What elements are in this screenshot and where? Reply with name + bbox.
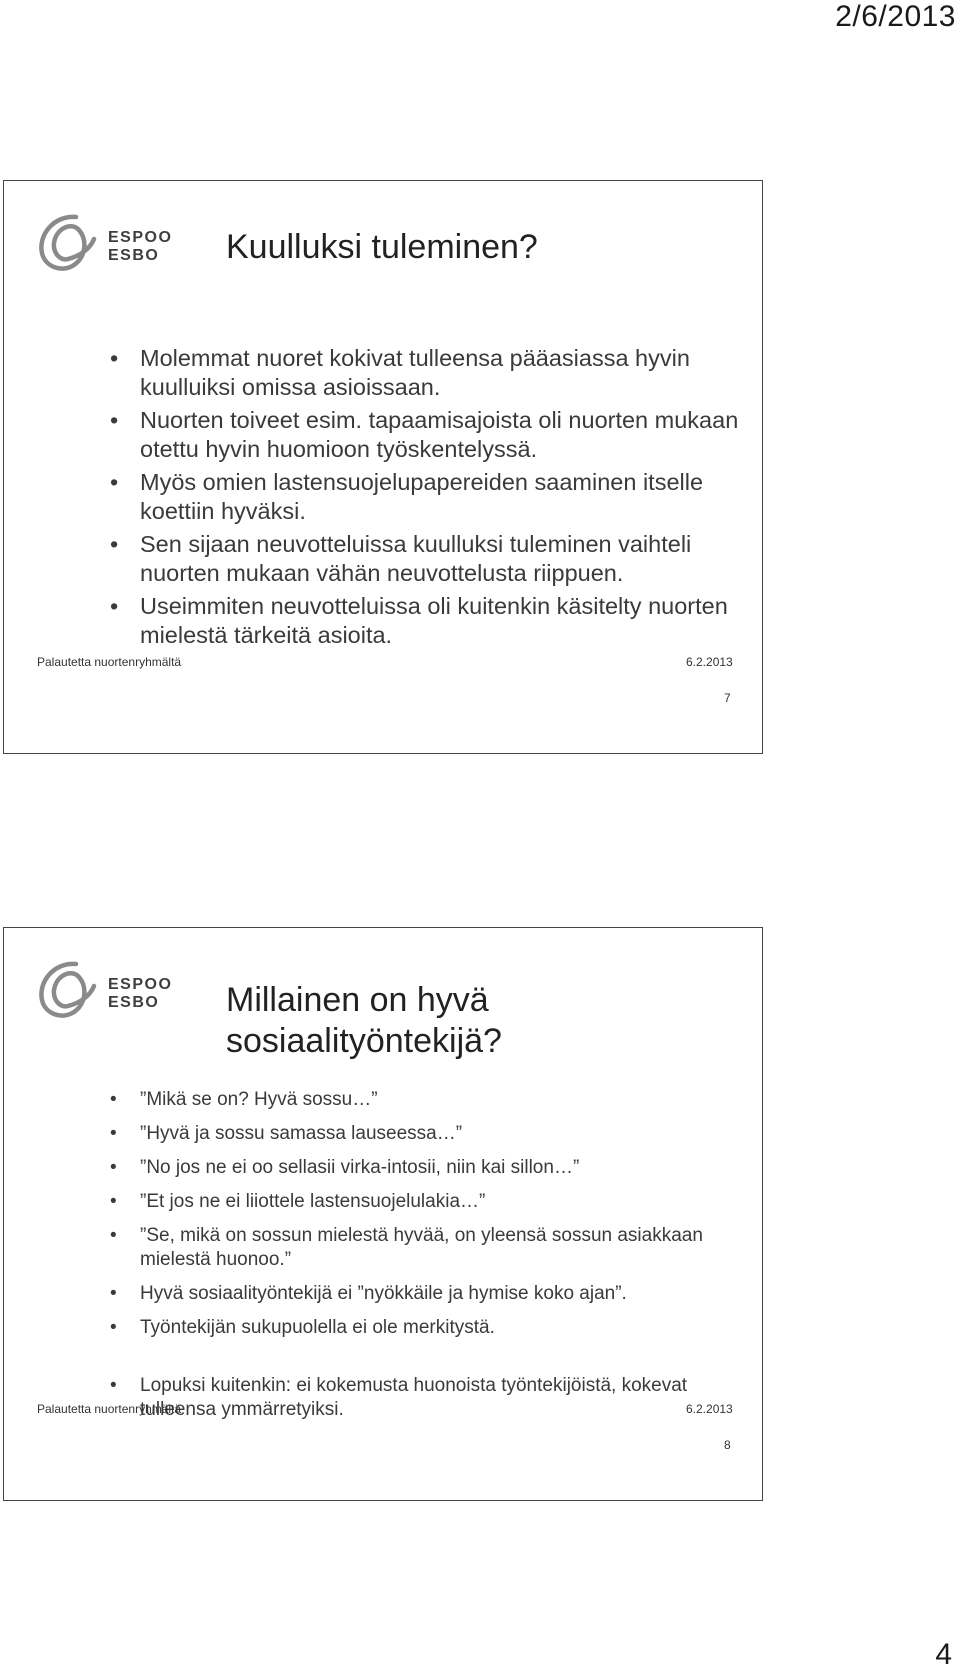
list-item — [96, 1190, 746, 1214]
list-item — [96, 468, 746, 526]
logo-word-espoo: ESPOO — [108, 976, 173, 993]
bullet-icon: • — [110, 1225, 117, 1246]
bullet-list — [96, 344, 746, 654]
slide-7 — [3, 180, 763, 754]
page-number: 4 — [935, 1638, 952, 1671]
list-item-text: ”Hyvä ja sossu samassa lauseessa…” — [140, 1123, 463, 1144]
bullet-icon: • — [110, 1191, 117, 1212]
list-item — [96, 530, 746, 588]
list-item-text: Molemmat nuoret kokivat tulleensa pääasiassa hyvin kuulluiksi omissa asioissaan. — [140, 345, 690, 400]
logo-word-esbo: ESBO — [108, 247, 160, 264]
list-item-text: Useimmiten neuvotteluissa oli kuitenkin käsitelty nuorten mielestä tärkeitä asioita. — [140, 593, 728, 648]
list-item-text: Nuorten toiveet esim. tapaamisajoista oli nuorten mukaan otettu hyvin huomioon työskentelyssä. — [140, 407, 739, 462]
slide-title: Kuulluksi tuleminen? — [226, 228, 538, 266]
espoo-swirl-icon — [32, 956, 102, 1026]
slide-title: Millainen on hyvä sosiaalityöntekijä? — [226, 981, 502, 1060]
espoo-swirl-icon — [32, 209, 102, 279]
list-item — [96, 344, 746, 402]
bullet-icon: • — [110, 593, 119, 619]
list-item — [96, 1282, 746, 1306]
list-item-text: Sen sijaan neuvotteluissa kuulluksi tuleminen vaihteli nuorten mukaan vähän neuvottelusta riippuen. — [140, 531, 692, 586]
list-item-text: ”Se, mikä on sossun mielestä hyvää, on yleensä sossun asiakkaan mielestä huonoo.” — [140, 1225, 703, 1270]
list-item — [96, 1224, 746, 1272]
bullet-icon: • — [110, 1375, 117, 1396]
bullet-icon: • — [110, 407, 119, 433]
list-item — [96, 1156, 746, 1180]
espoo-logo — [32, 209, 172, 279]
list-item-text: Hyvä sosiaalityöntekijä ei ”nyökkäile ja hymise koko ajan”. — [140, 1283, 627, 1304]
list-item-text: Myös omien lastensuojelupapereiden saaminen itselle koettiin hyväksi. — [140, 469, 704, 524]
slide-footer-date: 6.2.2013 — [686, 1402, 733, 1416]
list-item-text: Työntekijän sukupuolella ei ole merkitystä. — [140, 1317, 495, 1338]
list-item-text: ”No jos ne ei oo sellasii virka-intosii, niin kai sillon…” — [140, 1157, 580, 1178]
bullet-icon: • — [110, 345, 119, 371]
bullet-icon: • — [110, 1089, 117, 1110]
bullet-icon: • — [110, 469, 119, 495]
list-item — [96, 1122, 746, 1146]
bullet-icon: • — [110, 1283, 117, 1304]
page-date: 2/6/2013 — [835, 0, 956, 33]
list-item-text: Lopuksi kuitenkin: ei kokemusta huonoista työntekijöistä, kokevat tulleensa ymmärretyiksi. — [140, 1375, 688, 1420]
list-item — [96, 1088, 746, 1112]
bullet-icon: • — [110, 1317, 117, 1338]
slide-8 — [3, 927, 763, 1501]
slide-footer-text: Palautetta nuortenryhmältä — [37, 1402, 182, 1416]
slide-number: 8 — [724, 1438, 731, 1452]
logo-word-esbo: ESBO — [108, 994, 160, 1011]
espoo-logo — [32, 956, 172, 1026]
list-item — [96, 1374, 746, 1422]
list-item — [96, 1316, 746, 1340]
bullet-icon: • — [110, 531, 119, 557]
list-item-text: ”Et jos ne ei liiottele lastensuojelulakia…” — [140, 1191, 486, 1212]
slide-number: 7 — [724, 691, 731, 705]
list-item-text: ”Mikä se on? Hyvä sossu…” — [140, 1089, 378, 1110]
bullet-icon: • — [110, 1123, 117, 1144]
list-item — [96, 406, 746, 464]
bullet-icon: • — [110, 1157, 117, 1178]
list-item — [96, 592, 746, 650]
slide-footer-date: 6.2.2013 — [686, 655, 733, 669]
bullet-list — [96, 1088, 746, 1432]
slide-footer-text: Palautetta nuortenryhmältä — [37, 655, 182, 669]
logo-word-espoo: ESPOO — [108, 229, 173, 246]
